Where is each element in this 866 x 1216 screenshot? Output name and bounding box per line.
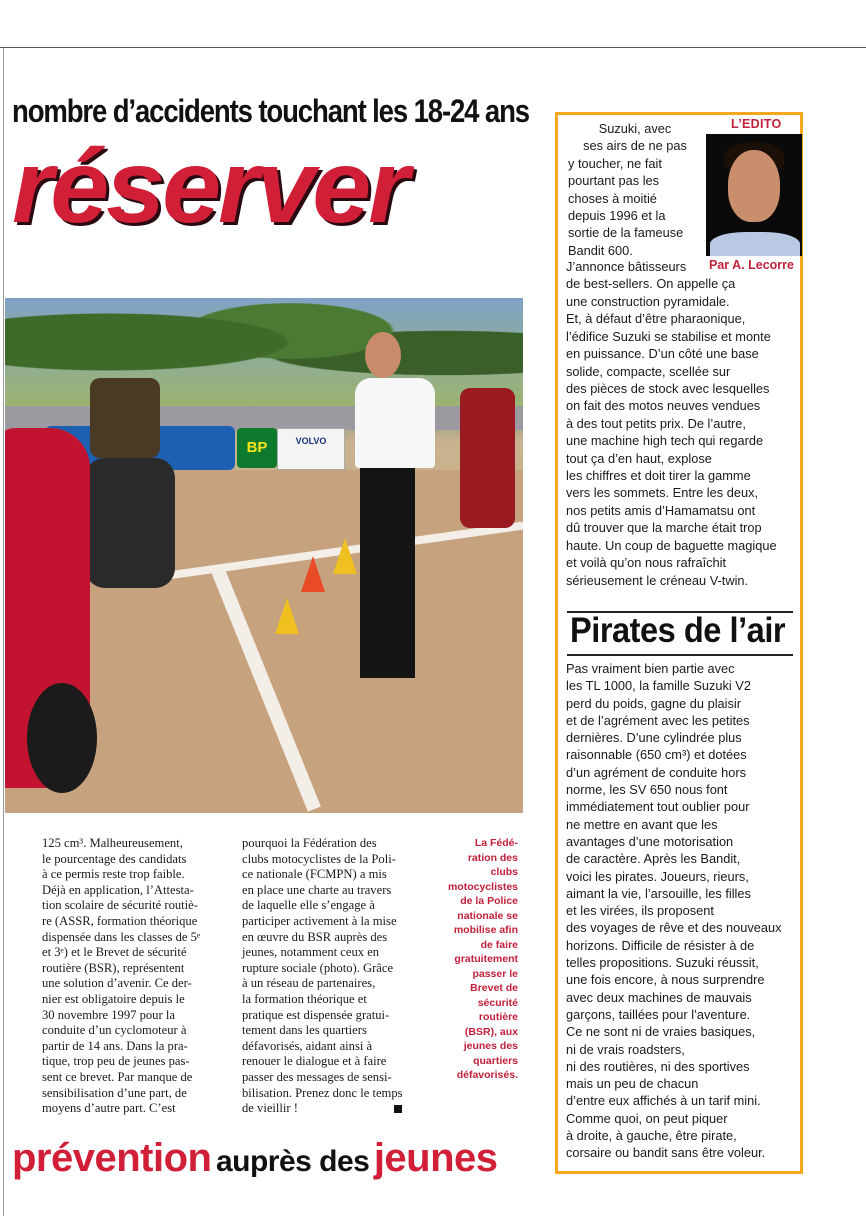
text-line: ne mettre en avant que les xyxy=(566,816,718,832)
text-line: routière (BSR), représentent xyxy=(42,960,185,975)
text-line: moyens d’autre part. C’est xyxy=(42,1101,176,1116)
text-line: ni des routières, ni des sportives xyxy=(566,1058,750,1074)
text-line: dernières. D’une cylindrée plus xyxy=(566,730,742,746)
pirates-rule-bottom xyxy=(567,654,793,656)
text-line: aimant la vie, l’arsouille, les filles xyxy=(566,885,751,901)
author-byline: Par A. Lecorre xyxy=(709,258,794,272)
text-line: de laquelle elle s’engage à xyxy=(242,898,375,913)
text-line: sensibilisation d’une part, de xyxy=(42,1085,187,1100)
text-line: pourquoi la Fédération des xyxy=(242,836,377,850)
text-line: choses à moitié xyxy=(568,190,657,206)
caption-line: ration des xyxy=(467,851,518,864)
text-line: dispensée dans les classes de 5ᵉ xyxy=(42,929,201,944)
edito-body xyxy=(566,293,798,589)
text-line: de caractère. Après les Bandit, xyxy=(566,851,741,867)
text-line: défavorisés, aidant ainsi à xyxy=(242,1038,373,1053)
photo-rider xyxy=(460,388,515,528)
text-line: Pas vraiment bien partie avec xyxy=(566,661,735,676)
text-line: depuis 1996 et la xyxy=(568,208,666,224)
text-line-last xyxy=(242,1101,414,1117)
text-line: à droite, à gauche, être pirate, xyxy=(566,1128,737,1144)
photo-moped xyxy=(85,458,175,588)
photo-rider xyxy=(90,378,160,458)
text-line: raisonnable (650 cm³) et dotées xyxy=(566,747,747,763)
footer-word-jeunes: jeunes xyxy=(373,1136,498,1180)
top-rule xyxy=(0,47,866,48)
text-line: et voilà qu’on nous rafraîchit xyxy=(566,555,727,571)
text-line: horizons. Difficile de résister à de xyxy=(566,937,755,953)
text-line: solide, compacte, scellée sur xyxy=(566,363,731,379)
text-line: conduite d’un cyclomoteur à xyxy=(42,1023,187,1038)
caption-line: quartiers xyxy=(473,1054,518,1067)
text-line: immédiatement tout oublier pour xyxy=(566,799,750,815)
text-line: la formation théorique et xyxy=(242,991,367,1006)
text-line: Comme quoi, on peut piquer xyxy=(566,1110,728,1126)
portrait-face xyxy=(728,150,780,222)
caption-line: de la Police xyxy=(460,895,518,907)
text-line: d’un agrément de conduite hors xyxy=(566,764,746,780)
caption-line: clubs xyxy=(490,866,518,878)
footer-word-aupres-des: auprès des xyxy=(215,1145,370,1178)
caption-line: nationale se xyxy=(457,909,518,922)
text-line: le pourcentage des candidats xyxy=(42,851,187,866)
text-line: Suzuki, avec xyxy=(598,121,672,136)
text-line: ce nationale (FCMPN) a mis xyxy=(242,867,387,882)
photo-cone xyxy=(333,538,357,574)
text-line: participer activement à la mise xyxy=(242,913,397,928)
text-line: clubs motocyclistes de la Poli- xyxy=(242,851,396,866)
text-line: vers les sommets. Entre les deux, xyxy=(566,485,759,501)
text-line: voici les pirates. Joueurs, rieurs, xyxy=(566,868,749,884)
headline-kicker: nombre d’accidents touchant les 18-24 ans xyxy=(12,93,529,129)
photo-cone xyxy=(301,556,325,592)
edito-continued xyxy=(566,258,736,293)
caption-line: jeunes des xyxy=(463,1040,518,1052)
caption-line: routière xyxy=(478,1011,518,1023)
text-line: des pièces de stock avec lesquelles xyxy=(566,381,770,397)
text-line: Bandit 600. xyxy=(568,242,633,258)
text-line: et 3ᵉ) et le Brevet de sécurité xyxy=(42,945,187,960)
text-line: tement dans les quartiers xyxy=(242,1023,367,1038)
text-line: avec deux machines de mauvais xyxy=(566,989,752,1005)
text-line: re (ASSR, formation théorique xyxy=(42,913,198,928)
photo-scooter-wheel xyxy=(27,683,97,793)
text-line: on fait des motos neuves vendues xyxy=(566,398,761,414)
caption-line: défavorisés. xyxy=(456,1069,518,1081)
text-line: avantages d’une motorisation xyxy=(566,833,734,849)
text-line: Et, à défaut d’être pharaonique, xyxy=(566,311,746,327)
text-line: J’annonce bâtisseurs xyxy=(566,259,687,274)
pirates-title: Pirates de l’air xyxy=(570,611,786,650)
text-line: jeunes, notamment ceux en xyxy=(242,945,380,960)
photo-cone xyxy=(275,598,299,634)
text-line: et de l’agrément avec les petites xyxy=(566,712,750,728)
text-line: perd du poids, gagne du plaisir xyxy=(566,695,742,711)
caption-line: motocyclistes xyxy=(447,880,518,893)
caption-line: de faire xyxy=(480,938,518,951)
text-line: haute. Un coup de baguette magique xyxy=(566,537,777,553)
text-line: de vieillir ! xyxy=(242,1101,298,1116)
text-line: mais un peu de chacun xyxy=(566,1076,699,1092)
text-line: 30 novembre 1997 pour la xyxy=(42,1007,175,1022)
edito-intro xyxy=(568,120,702,259)
text-line: en œuvre du BSR auprès des xyxy=(242,929,388,944)
text-line: passer des messages de sensi- xyxy=(242,1069,392,1084)
text-line: de best-sellers. On appelle ça xyxy=(566,276,736,292)
text-line: à un réseau de partenaires, xyxy=(242,976,376,991)
footer-word-prevention: prévention xyxy=(12,1136,212,1180)
text-line: une fois encore, à nous surprendre xyxy=(566,972,765,988)
text-line: ni de vrais roadsters, xyxy=(566,1041,685,1057)
caption-line: Brevet de xyxy=(470,982,518,994)
photo-officer xyxy=(365,332,401,378)
photo-volvo-banner: VOLVO xyxy=(277,428,345,470)
end-of-article-square xyxy=(394,1105,402,1113)
text-line: à des tout petits prix. De l’autre, xyxy=(566,415,746,431)
left-rule xyxy=(3,48,4,1216)
text-line: sérieusement le créneau V-twin. xyxy=(566,572,749,588)
text-line: pratique est dispensée gratui- xyxy=(242,1007,390,1022)
article-photo xyxy=(5,298,523,813)
author-portrait xyxy=(706,134,802,256)
text-line: renouer le dialogue et à faire xyxy=(242,1054,387,1069)
text-line: nos petits amis d’Hamamatsu ont xyxy=(566,502,756,518)
text-line: d’entre eux affichés à un tarif mini. xyxy=(566,1093,761,1109)
text-line: partir de 14 ans. Dans la pra- xyxy=(42,1038,188,1053)
article-column-2 xyxy=(242,836,414,1117)
caption-line: gratuitement xyxy=(454,953,518,965)
text-line: telles propositions. Suzuki réussit, xyxy=(566,955,759,971)
caption-line: (BSR), aux xyxy=(464,1025,518,1038)
text-line: norme, les SV 650 nous font xyxy=(566,782,728,798)
photo-background-trees xyxy=(5,298,523,408)
text-line: les chiffres et doit tirer la gamme xyxy=(566,468,751,484)
caption-line: mobilise afin xyxy=(453,924,518,936)
text-line: ses airs de ne pas xyxy=(583,138,687,154)
caption-line: La Fédé- xyxy=(474,837,518,849)
pirates-body xyxy=(566,660,798,1162)
text-line: Ce ne sont ni de vraies basiques, xyxy=(566,1024,756,1040)
photo-officer xyxy=(355,378,435,468)
text-line: les TL 1000, la famille Suzuki V2 xyxy=(566,678,751,694)
caption-line: sécurité xyxy=(477,996,518,1009)
photo-officer xyxy=(360,468,415,678)
text-line: sortie de la fameuse xyxy=(568,225,684,241)
text-line: une construction pyramidale. xyxy=(566,294,730,309)
text-line: nier est obligatoire depuis le xyxy=(42,991,185,1006)
text-line: corsaire ou bandit sans être voleur. xyxy=(566,1145,766,1161)
text-line: garçons, taillées pour l’aventure. xyxy=(566,1006,751,1022)
text-line: une solution d’avenir. Ce der- xyxy=(42,976,192,991)
text-line: une machine high tech qui regarde xyxy=(566,433,764,449)
text-line: en puissance. D’un côté une base xyxy=(566,346,759,362)
text-line: des voyages de rêve et des nouveaux xyxy=(566,920,782,936)
portrait-shirt xyxy=(710,232,800,256)
text-line: y toucher, ne fait xyxy=(568,155,662,171)
text-line: et les virées, ils proposent xyxy=(566,903,714,919)
text-line: tout ça d’en haut, explose xyxy=(566,450,712,466)
text-line: en place une charte au travers xyxy=(242,882,392,897)
text-line: bilisation. Prenez donc le temps xyxy=(242,1085,403,1100)
photo-caption xyxy=(434,836,518,1083)
text-line: pourtant pas les xyxy=(568,173,660,189)
text-line: rupture sociale (photo). Grâce xyxy=(242,960,394,975)
text-line: à ce permis reste trop faible. xyxy=(42,867,185,882)
caption-line: passer le xyxy=(472,967,518,980)
text-line: tique, trop peu de jeunes pas- xyxy=(42,1054,190,1069)
text-line: tion scolaire de sécurité routiè- xyxy=(42,898,198,913)
article-column-1 xyxy=(42,836,218,1117)
edito-label: L’EDITO xyxy=(731,117,782,131)
footer-heading xyxy=(12,1138,498,1178)
photo-bp-logo: BP xyxy=(237,428,277,468)
text-line: l’édifice Suzuki se stabilise et monte xyxy=(566,328,771,344)
text-line: Déjà en application, l’Attesta- xyxy=(42,882,194,897)
text-line: dû trouver que la marche était trop xyxy=(566,520,762,536)
headline-main: réserver xyxy=(12,129,407,245)
text-line: sent ce brevet. Par manque de xyxy=(42,1069,193,1084)
text-line: 125 cm³. Malheureusement, xyxy=(42,836,183,850)
